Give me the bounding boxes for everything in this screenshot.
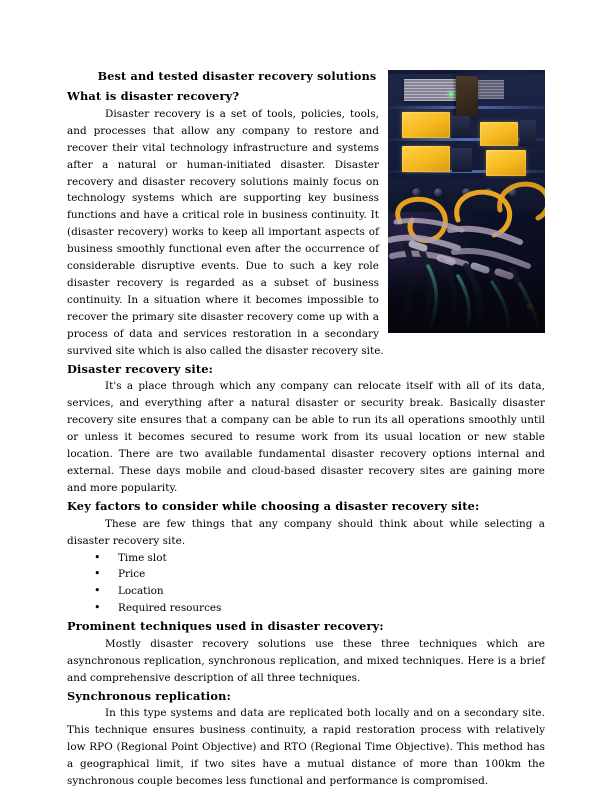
list-item: • Required resources <box>94 600 545 617</box>
paragraph-what-is-disaster-recovery: Disaster recovery is a set of tools, policies, tools, and processes that allow any company to restore and recover their vital technology infrastructure and systems after a natural or human-initiated disaster. Disaster recovery and disaster recovery solutions mainly focus on technology systems which are supporting key business functions and have a critical role in business continuity. It (disaster recovery) works to keep all important aspects of business smoothly functional even after the occurrence of considerable disruptive events. Due to such a key role disaster recovery is regarded as a subset of business continuity. In a situation where it becomes impossible to recover the primary site disaster recovery come up with a process of data and services restoration in a secondary survived site which is also called the disaster recovery site. <box>67 107 384 358</box>
heading-prominent-techniques: Prominent techniques used in disaster recovery: <box>67 619 384 634</box>
paragraph-prominent-techniques: Mostly disaster recovery solutions use these three techniques which are asynchronous replication, synchronous replication, and mixed techniques. Here is a brief and comprehensive description of all three techniques. <box>67 637 545 684</box>
list-item: • Price <box>94 566 545 583</box>
heading-key-factors: Key factors to consider while choosing a disaster recovery site: <box>67 499 480 514</box>
list-item: • Time slot <box>94 550 545 567</box>
paragraph-key-factors: These are few things that any company should think about while selecting a disaster recovery site. <box>67 517 545 547</box>
paragraph-disaster-recovery-site: It's a place through which any company can relocate itself with all of its data, services, and everything after a natural disaster or security break. Basically disaster recovery site ensures that a company can be able to run its all operations smoothly until or unless it becomes secured to resume work from its usual location or new stable location. There are two available fundamental disaster recovery options internal and external. These days mobile and cloud-based disaster recovery sites are gaining more and more popularity. <box>67 380 545 495</box>
paragraph-synchronous-replication: In this type systems and data are replicated both locally and on a secondary site. This technique ensures business continuity, a rapid restoration process with relatively low RPO (Regional Point Objective) and RTO (Regional Time Objective). This method has a geographical limit, if two sites have a mutual distance of more than 100km the synchronous couple becomes less functional and performance is compromised. <box>67 707 545 787</box>
heading-what-is-disaster-recovery: What is disaster recovery? <box>67 89 240 104</box>
key-factors-list <box>67 550 545 618</box>
heading-disaster-recovery-site: Disaster recovery site: <box>67 362 214 376</box>
heading-synchronous-replication: Synchronous replication: <box>67 688 231 703</box>
page-title: Best and tested disaster recovery solutions <box>97 69 377 83</box>
photo-bottom-vignette <box>388 263 545 333</box>
document-body <box>67 68 545 790</box>
server-rack-network-cables-photo <box>388 70 545 333</box>
list-item: • Location <box>94 583 545 600</box>
